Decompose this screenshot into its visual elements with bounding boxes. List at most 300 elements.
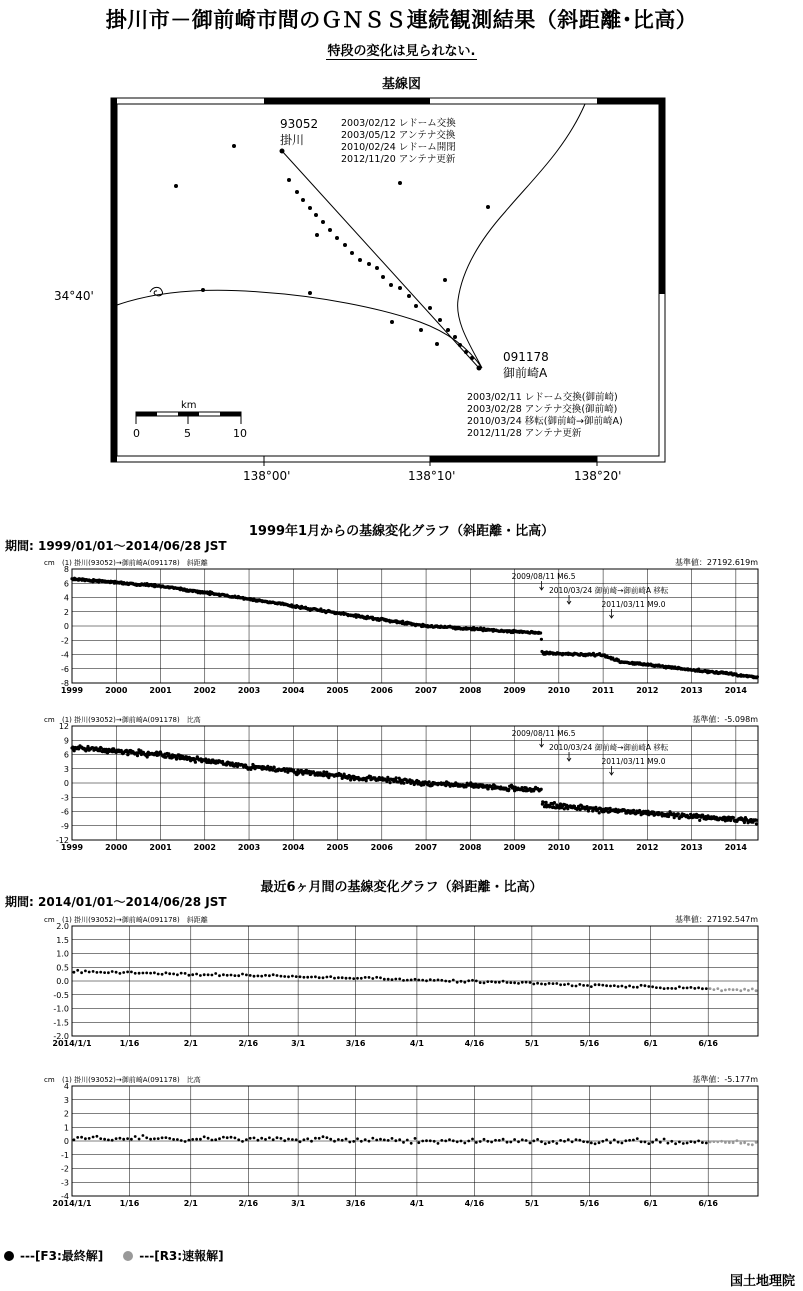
data-point	[475, 1141, 478, 1144]
data-point	[414, 1137, 417, 1140]
x-tick-label: 2004	[282, 686, 305, 695]
data-point	[536, 982, 539, 985]
event-label: 2009/08/11 M6.5	[511, 572, 576, 581]
data-point	[203, 1135, 206, 1138]
data-point	[471, 979, 474, 982]
data-point	[520, 786, 523, 789]
data-point	[736, 1139, 739, 1142]
data-point	[99, 1137, 102, 1140]
short-section-title: 最近6ヶ月間の基線変化グラフ（斜距離・比高）	[260, 880, 543, 895]
station-b-event-3: 2010/03/24 移転(御前崎→御前崎A)	[467, 416, 623, 427]
data-point	[452, 979, 455, 982]
data-point	[674, 987, 677, 990]
data-point	[391, 978, 394, 981]
data-point	[395, 776, 398, 779]
data-point	[199, 1138, 202, 1141]
data-point	[567, 1138, 570, 1141]
data-point	[578, 983, 581, 986]
data-point	[234, 974, 237, 977]
data-point	[433, 979, 436, 982]
data-point	[260, 1137, 263, 1140]
data-point	[632, 986, 635, 989]
data-point	[96, 1135, 99, 1138]
data-point	[76, 969, 79, 972]
data-point	[364, 1138, 367, 1141]
data-point	[375, 976, 378, 979]
data-point	[249, 1137, 252, 1140]
data-point	[326, 1136, 329, 1139]
data-point	[92, 970, 95, 973]
y-tick-label: 0	[63, 622, 69, 631]
data-point	[130, 1138, 133, 1141]
data-point	[674, 1142, 677, 1145]
data-point	[605, 1139, 608, 1142]
y-tick-label: -8	[61, 679, 69, 688]
data-point	[314, 975, 317, 978]
data-point	[716, 1140, 719, 1143]
data-point	[644, 984, 647, 987]
event-label: 2011/03/11 M9.0	[601, 600, 666, 609]
data-point	[732, 988, 735, 991]
data-point	[230, 1136, 233, 1139]
data-point	[540, 1140, 543, 1143]
x-tick-label: 2001	[149, 686, 172, 695]
data-point	[272, 973, 275, 976]
data-point	[567, 983, 570, 986]
data-point	[605, 984, 608, 987]
data-point	[161, 973, 164, 976]
chart-long-distance	[0, 553, 803, 703]
data-point	[425, 979, 428, 982]
x-tick-label: 2010	[547, 686, 570, 695]
data-point	[582, 1140, 585, 1143]
data-point	[486, 980, 489, 983]
x-tick-label: 4/1	[409, 1199, 424, 1208]
data-point	[667, 1142, 670, 1145]
x-tick-label: 5/1	[524, 1199, 539, 1208]
y-tick-label: 6	[63, 750, 69, 760]
data-point	[222, 973, 225, 976]
data-point	[697, 986, 700, 989]
data-point	[360, 977, 363, 980]
x-tick-label: 2/1	[183, 1039, 198, 1048]
data-point	[705, 987, 708, 990]
data-point	[747, 1143, 750, 1146]
data-point	[525, 1139, 528, 1142]
data-point	[195, 1138, 198, 1141]
data-point	[345, 977, 348, 980]
x-tick-label: 2001	[149, 843, 172, 852]
data-point	[337, 976, 340, 979]
x-tick-label: 2/1	[183, 1199, 198, 1208]
data-point	[241, 973, 244, 976]
x-tick-label: 2008	[459, 686, 482, 695]
data-point	[613, 1139, 616, 1142]
y-tick-label: -0.5	[53, 990, 69, 1000]
subtitle-text: 特段の変化は見られない.	[327, 44, 476, 59]
legend-rapid-dot	[123, 1251, 133, 1261]
station-b-event-4: 2012/11/28 アンテナ更新	[467, 428, 582, 439]
data-point	[92, 1136, 95, 1139]
data-point	[686, 987, 689, 990]
data-point	[429, 978, 432, 981]
data-point	[525, 981, 528, 984]
data-point	[310, 1140, 313, 1143]
x-tick-label: 2000	[105, 686, 128, 695]
data-point	[456, 981, 459, 984]
data-point	[268, 974, 271, 977]
data-point	[732, 816, 735, 819]
data-point	[467, 979, 470, 982]
data-point	[598, 983, 601, 986]
data-point	[601, 1140, 604, 1143]
chart-short-distance	[0, 910, 803, 1055]
data-point	[456, 1140, 459, 1143]
x-tick-label: 1999	[60, 843, 84, 852]
data-point	[544, 983, 547, 986]
lon-label-1: 138°00'	[243, 469, 291, 483]
data-point	[387, 978, 390, 981]
data-point	[636, 1137, 639, 1140]
data-point	[513, 981, 516, 984]
data-point	[697, 1140, 700, 1143]
data-point	[303, 1138, 306, 1141]
data-point	[272, 1138, 275, 1141]
data-point	[142, 972, 145, 975]
x-tick-label: 2014/1/1	[52, 1199, 92, 1208]
data-point	[624, 1139, 627, 1142]
data-point	[553, 801, 556, 804]
map-left-bar	[111, 98, 117, 462]
y-tick-label: -4	[61, 650, 69, 660]
data-point	[755, 819, 758, 822]
data-point	[720, 1140, 723, 1143]
data-point	[590, 985, 593, 988]
data-point	[636, 986, 639, 989]
data-point	[318, 1137, 321, 1140]
data-point	[713, 988, 716, 991]
data-point	[509, 1141, 512, 1144]
data-point	[287, 975, 290, 978]
data-point	[747, 989, 750, 992]
data-point	[96, 971, 99, 974]
data-point	[80, 971, 83, 974]
data-point	[84, 1137, 87, 1140]
data-point	[204, 757, 207, 760]
data-point	[728, 1141, 731, 1144]
data-point	[647, 1142, 650, 1145]
data-point	[417, 1141, 420, 1144]
station-a-event-3: 2010/02/24 レドーム開閉	[341, 142, 456, 153]
data-point	[720, 989, 723, 992]
data-point	[402, 1141, 405, 1144]
data-point	[149, 1138, 152, 1141]
data-point	[253, 1137, 256, 1140]
data-point	[586, 984, 589, 987]
data-point	[168, 972, 171, 975]
data-point	[283, 1139, 286, 1142]
data-point	[540, 638, 543, 641]
data-point	[709, 987, 712, 990]
data-point	[513, 1138, 516, 1141]
data-point	[552, 982, 555, 985]
data-point	[368, 1140, 371, 1143]
data-point	[394, 978, 397, 981]
y-tick-label: 0	[63, 1137, 69, 1146]
data-point	[379, 976, 382, 979]
event-label: 2010/03/24 御前崎→御前崎A 移転	[549, 586, 669, 595]
x-tick-label: 2/16	[238, 1039, 259, 1048]
event-label: 2009/08/11 M6.5	[511, 729, 576, 738]
data-point	[214, 1138, 217, 1141]
data-point	[280, 975, 283, 978]
y-tick-label: -6	[61, 664, 69, 674]
data-point	[283, 975, 286, 978]
y-tick-label: -6	[61, 807, 69, 817]
data-point	[609, 985, 612, 988]
data-point	[448, 980, 451, 983]
data-point	[287, 1138, 290, 1141]
data-point	[268, 1136, 271, 1139]
data-point	[214, 972, 217, 975]
legend	[4, 1247, 224, 1264]
data-point	[172, 973, 175, 976]
data-point	[103, 1138, 106, 1141]
data-point	[437, 1142, 440, 1145]
data-point	[394, 1139, 397, 1142]
station-a-event-1: 2003/02/12 レドーム交換	[341, 118, 456, 129]
data-point	[563, 1140, 566, 1143]
data-point	[153, 971, 156, 974]
data-point	[586, 1141, 589, 1144]
data-point	[134, 972, 137, 975]
x-tick-label: 2013	[680, 686, 703, 695]
data-point	[157, 973, 160, 976]
x-tick-label: 2014	[724, 686, 748, 695]
data-point	[130, 971, 133, 974]
data-point	[617, 985, 620, 988]
x-tick-label: 6/16	[698, 1199, 718, 1208]
data-point	[184, 1140, 187, 1143]
data-point	[548, 982, 551, 985]
data-point	[659, 986, 662, 989]
data-point	[502, 1138, 505, 1141]
data-point	[126, 971, 129, 974]
x-tick-label: 4/16	[464, 1039, 485, 1048]
data-point	[371, 977, 374, 980]
data-point	[260, 975, 263, 978]
data-point	[460, 1140, 463, 1143]
data-point	[389, 781, 392, 784]
data-point	[582, 984, 585, 987]
data-point	[276, 1136, 279, 1139]
data-point	[440, 979, 443, 982]
data-point	[136, 754, 139, 757]
map-top-bar-2	[597, 98, 659, 104]
data-point	[494, 981, 497, 984]
data-point	[230, 974, 233, 977]
data-point	[724, 1141, 727, 1144]
data-point	[755, 989, 758, 992]
data-point	[379, 1138, 382, 1141]
data-point	[529, 1142, 532, 1145]
data-point	[222, 1136, 225, 1139]
data-point	[571, 984, 574, 987]
data-point	[498, 981, 501, 984]
data-point	[678, 1141, 681, 1144]
x-tick-label: 2008	[459, 843, 482, 852]
y-tick-label: -12	[55, 836, 69, 845]
y-tick-label: 4	[63, 1082, 69, 1091]
data-point	[437, 979, 440, 982]
data-point	[291, 1138, 294, 1141]
data-point	[360, 1140, 363, 1143]
data-point	[245, 1138, 248, 1141]
scale-bar	[136, 412, 241, 424]
data-point	[305, 768, 308, 771]
data-point	[203, 973, 206, 976]
data-point	[651, 985, 654, 988]
data-point	[440, 1139, 443, 1142]
x-tick-label: 2009	[503, 686, 526, 695]
data-point	[555, 982, 558, 985]
data-point	[475, 980, 478, 983]
data-point	[490, 1141, 493, 1144]
chart-header: (1) 掛川(93052)→御前崎A(091178) 斜距離	[62, 916, 208, 924]
data-point	[739, 1142, 742, 1145]
x-tick-label: 3/16	[345, 1199, 366, 1208]
legend-rapid-label: ---[R3:速報解]	[139, 1249, 224, 1263]
data-point	[552, 1140, 555, 1143]
data-point	[724, 989, 727, 992]
data-point	[165, 1136, 168, 1139]
data-point	[621, 985, 624, 988]
x-tick-label: 3/1	[291, 1199, 306, 1208]
data-point	[651, 1141, 654, 1144]
data-point	[88, 1137, 91, 1140]
x-tick-label: 2013	[680, 843, 703, 852]
map-right-bar	[659, 98, 665, 294]
x-tick-label: 2014/1/1	[52, 1039, 92, 1048]
data-point	[303, 976, 306, 979]
data-point	[609, 1141, 612, 1144]
data-point	[601, 984, 604, 987]
data-point	[494, 1139, 497, 1142]
data-point	[157, 1137, 160, 1140]
data-point	[299, 975, 302, 978]
data-point	[383, 978, 386, 981]
x-tick-label: 2/16	[238, 1199, 259, 1208]
x-tick-label: 2002	[193, 686, 216, 695]
credit: 国土地理院	[729, 1274, 795, 1289]
data-point	[598, 1141, 601, 1144]
data-point	[521, 981, 524, 984]
data-point	[410, 979, 413, 982]
data-point	[632, 809, 635, 812]
data-point	[548, 1141, 551, 1144]
map-top-bar-1	[264, 98, 430, 104]
chart-ref-value: 基準値：27192.547m	[674, 915, 758, 924]
x-tick-label: 2011	[591, 686, 615, 695]
data-point	[76, 1136, 79, 1139]
data-point	[207, 973, 210, 976]
legend-final-dot	[4, 1251, 14, 1261]
x-tick-label: 1999	[60, 686, 84, 695]
data-point	[677, 812, 680, 815]
data-point	[207, 1137, 210, 1140]
data-point	[571, 1140, 574, 1143]
data-point	[149, 972, 152, 975]
data-point	[429, 1139, 432, 1142]
x-tick-label: 2007	[414, 843, 438, 852]
data-point	[483, 982, 486, 985]
data-point	[728, 988, 731, 991]
y-tick-label: -1	[61, 1150, 69, 1160]
data-point	[640, 984, 643, 987]
data-point	[138, 1138, 141, 1141]
data-point	[391, 1137, 394, 1140]
x-tick-label: 6/1	[643, 1199, 658, 1208]
data-point	[682, 1142, 685, 1145]
chart-short-height	[0, 1070, 803, 1215]
station-a-dot	[280, 149, 285, 154]
x-tick-label: 2005	[326, 843, 349, 852]
data-point	[241, 1140, 244, 1143]
data-point	[587, 809, 590, 812]
station-a-name: 掛川	[280, 133, 305, 147]
data-point	[165, 971, 168, 974]
data-point	[211, 974, 214, 977]
data-point	[751, 1143, 754, 1146]
chart-unit-label: cm	[44, 716, 55, 724]
data-point	[111, 970, 114, 973]
data-point	[479, 1140, 482, 1143]
data-point	[498, 1139, 501, 1142]
data-point	[126, 1137, 129, 1140]
data-point	[122, 1138, 125, 1141]
scale-tick-0: 0	[133, 427, 140, 440]
data-point	[333, 977, 336, 980]
data-point	[709, 1141, 712, 1144]
x-tick-label: 4/16	[464, 1199, 485, 1208]
data-point	[617, 1141, 620, 1144]
x-tick-label: 2003	[237, 843, 261, 852]
y-tick-label: -2	[61, 636, 69, 646]
x-tick-label: 2003	[237, 686, 261, 695]
data-point	[417, 979, 420, 982]
data-point	[678, 985, 681, 988]
data-point	[99, 971, 102, 974]
chart-header: (1) 掛川(93052)→御前崎A(091178) 斜距離	[62, 559, 208, 567]
data-point	[686, 1142, 689, 1145]
data-point	[180, 1139, 183, 1142]
data-point	[295, 1138, 298, 1141]
data-point	[352, 1140, 355, 1143]
data-point	[176, 1138, 179, 1141]
x-tick-label: 2006	[370, 686, 393, 695]
station-b-dot	[477, 366, 482, 371]
data-point	[195, 973, 198, 976]
data-point	[471, 1138, 474, 1141]
station-b-name: 御前崎A	[503, 366, 548, 380]
data-point	[490, 980, 493, 983]
y-tick-label: 6	[63, 579, 69, 589]
data-point	[670, 1140, 673, 1143]
data-point	[755, 822, 758, 825]
data-point	[540, 788, 543, 791]
data-point	[545, 801, 548, 804]
scale-tick-5: 5	[184, 427, 191, 440]
